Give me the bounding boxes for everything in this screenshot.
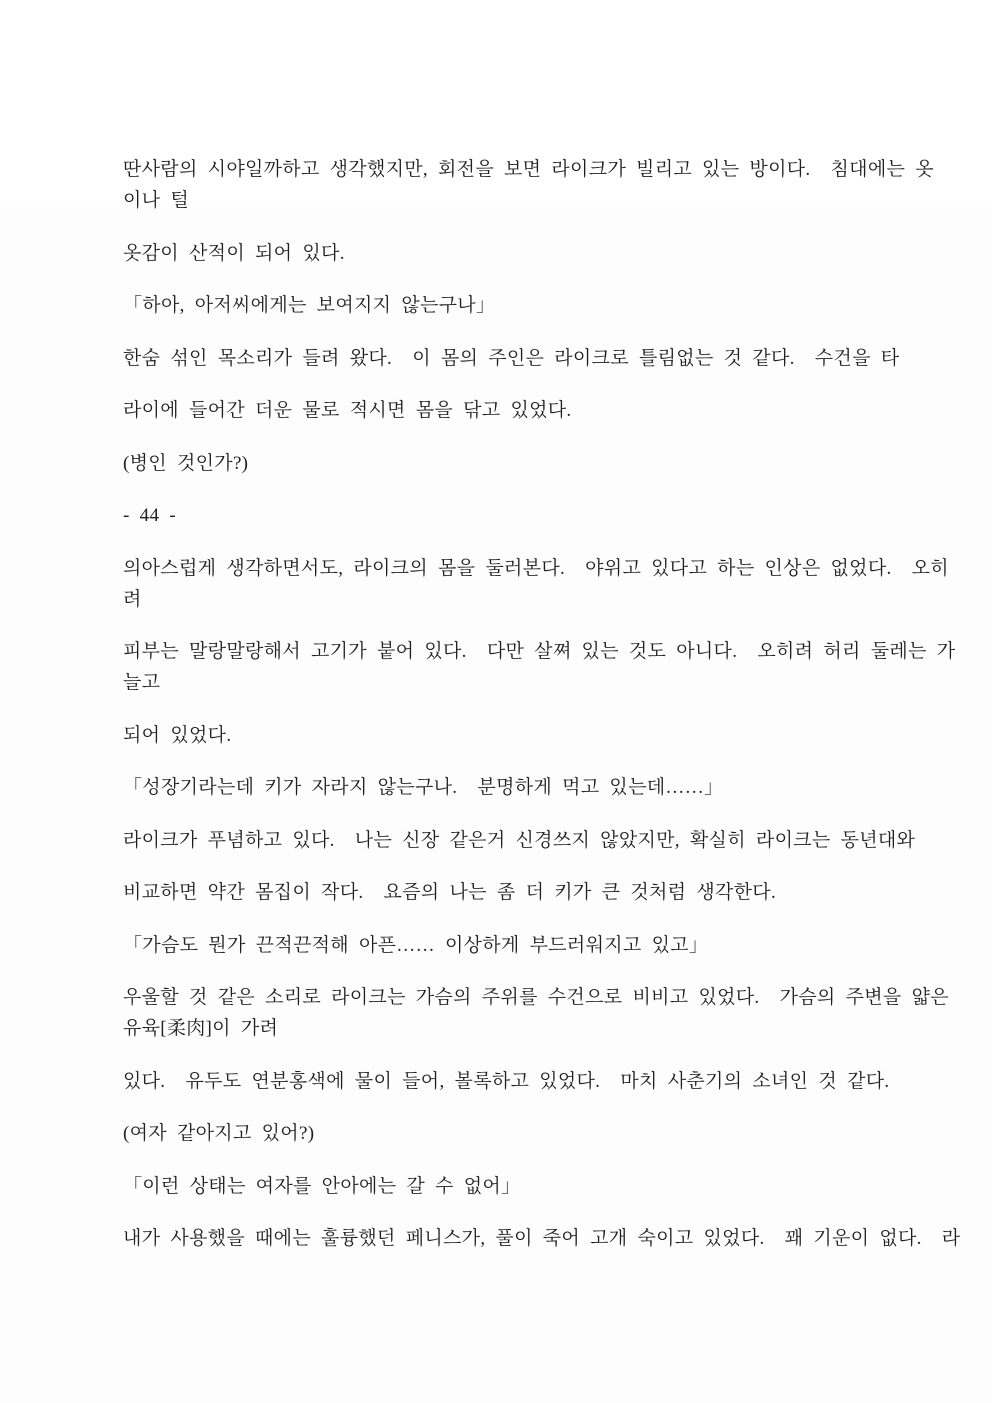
paragraph-line: 라이크가 푸념하고 있다. 나는 신장 같은거 신경쓰지 않았지만, 확실히 라이크는 동년대와 [123, 829, 916, 851]
dialogue-line: 「가슴도 뭔가 끈적끈적해 아픈…… 이상하게 부드러워지고 있고」 [123, 934, 709, 956]
paragraph-line: 내가 사용했을 때에는 훌륭했던 페니스가, 풀이 죽어 고개 숙이고 있었다. 꽤 기운이 없다. 라 [123, 1228, 961, 1249]
paragraph [123, 1171, 871, 1202]
paragraph [123, 772, 871, 803]
paragraph [123, 1066, 890, 1097]
paragraph [123, 720, 871, 751]
thought-line: (여자 같아지고 있어?) [123, 1123, 315, 1144]
paragraph-line: 한숨 섞인 목소리가 들려 왔다. 이 몸의 주인은 라이크로 틀림없는 것 같다. 수건을 타 [123, 347, 900, 369]
paragraph-line: 피부는 말랑말랑해서 고기가 붙어 있다. 다만 살쪄 있는 것도 아니다. 오히려 허리 둘레는 가 [123, 641, 956, 662]
paragraph-line: 되어 있었다. [123, 724, 232, 746]
dialogue-line: 「하아, 아저씨에게는 보여지지 않는구나」 [123, 295, 496, 316]
thought-line: (병인 것인가?) [123, 452, 249, 474]
page-number-marker: - 44 - [123, 505, 176, 526]
paragraph [123, 154, 934, 216]
paragraph-line: 옷감이 산적이 되어 있다. [123, 242, 345, 264]
paragraph [123, 1118, 871, 1149]
paragraph [123, 877, 871, 908]
paragraph-line: 려 [123, 588, 142, 610]
paragraph-line: 비교하면 약간 몸집이 작다. 요즘의 나는 좀 더 키가 큰 것처럼 생각한다. [123, 882, 777, 903]
paragraph-line: 있다. 유두도 연분홍색에 물이 들어, 볼록하고 있었다. 마치 사춘기의 소녀인 것 같다. [123, 1070, 890, 1092]
paragraph-line: 의아스럽게 생각하면서도, 라이크의 몸을 둘러본다. 야위고 있다고 하는 인상은 없었다. 오히 [123, 557, 949, 579]
dialogue-line: 「성장기라는데 키가 자라지 않는구나. 분명하게 먹고 있는데……」 [123, 777, 724, 798]
paragraph-line: 라이에 들어간 더운 물로 적시면 몸을 닦고 있었다. [123, 400, 572, 421]
paragraph-line: 늘고 [123, 672, 161, 693]
paragraph-line: 이나 털 [123, 190, 190, 211]
paragraph [123, 290, 871, 321]
paragraph [123, 982, 949, 1044]
paragraph [123, 636, 956, 698]
dialogue-line: 「이런 상태는 여자를 안아에는 갈 수 없어」 [123, 1175, 521, 1197]
paragraph-line: 유육[柔肉]이 가려 [123, 1018, 279, 1039]
paragraph-line: 딴사람의 시야일까하고 생각했지만, 회전을 보면 라이크가 빌리고 있는 방이다. 침대에는 옷 [123, 159, 934, 180]
paragraph [123, 448, 871, 479]
paragraph [123, 930, 871, 961]
paragraph [123, 1223, 961, 1254]
paragraph [123, 343, 900, 374]
paragraph-line: 우울할 것 같은 소리로 라이크는 가슴의 주위를 수건으로 비비고 있었다. 가슴의 주변을 얇은 [123, 987, 949, 1008]
paragraph [123, 395, 871, 426]
paragraph [123, 825, 916, 856]
text-block [123, 154, 961, 1276]
paragraph [123, 553, 949, 615]
paragraph [123, 500, 871, 531]
paragraph [123, 238, 871, 269]
